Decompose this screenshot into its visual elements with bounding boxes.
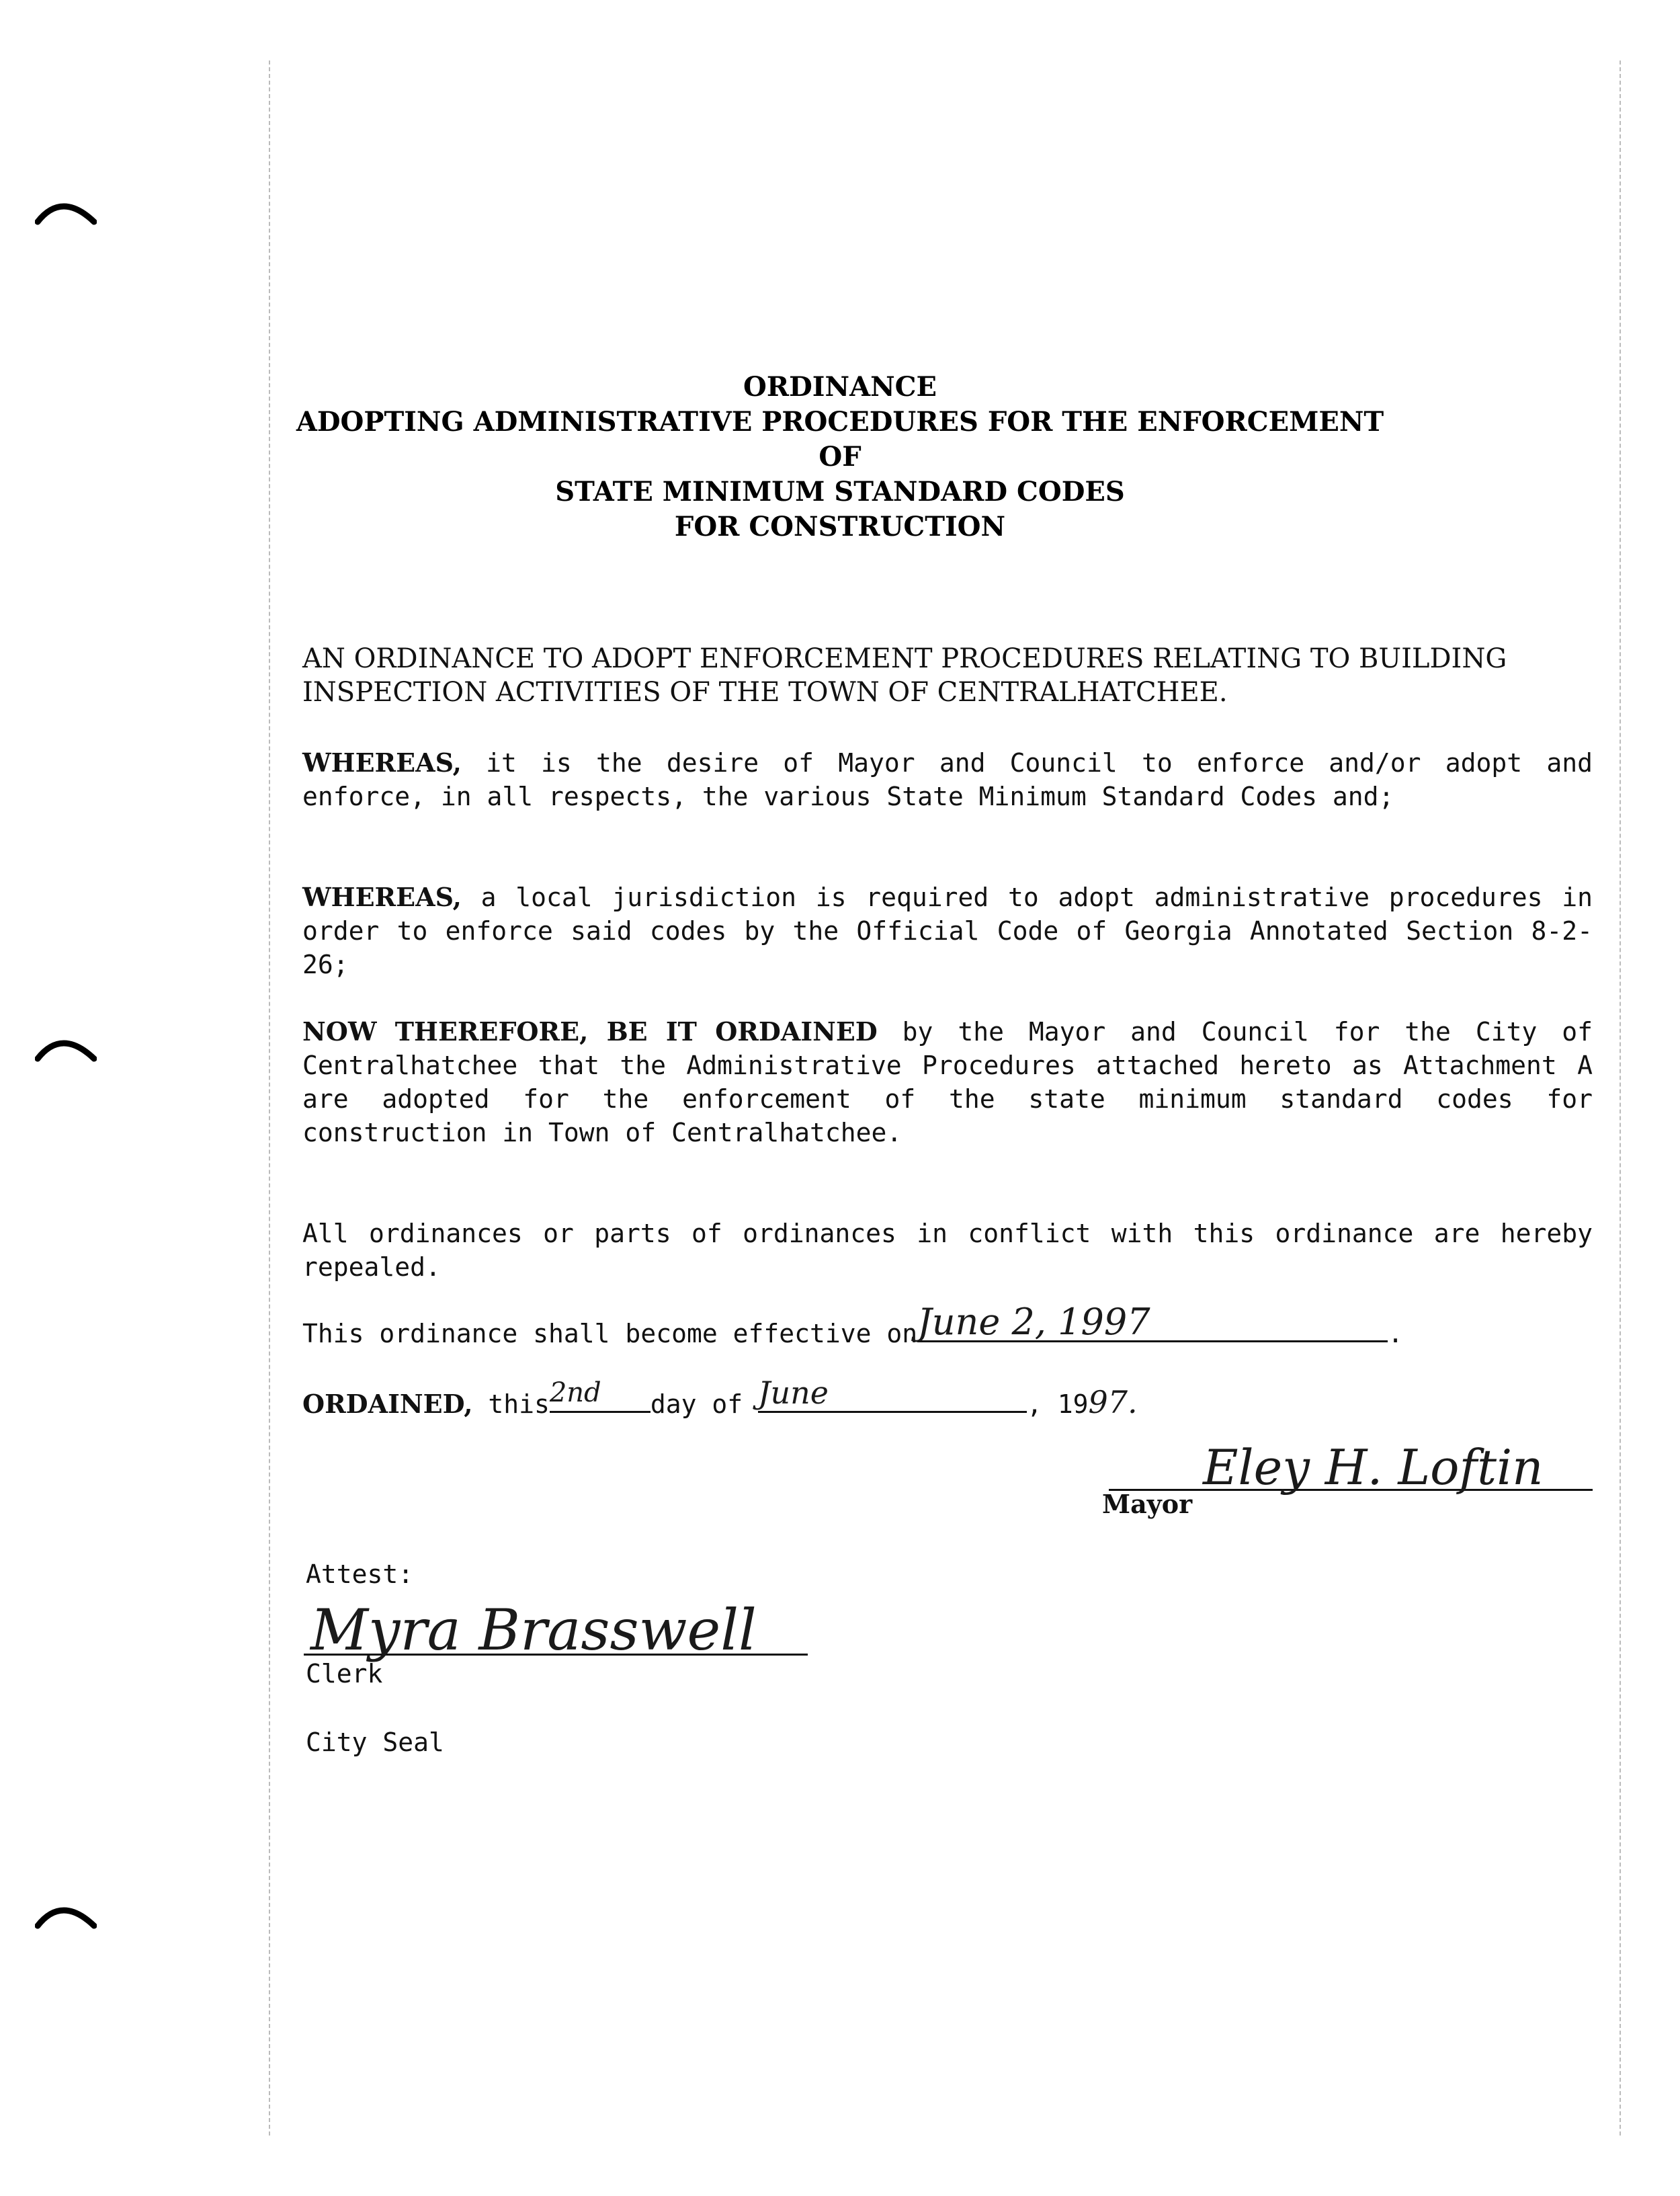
repeal-text: All ordinances or parts of ordinances in conflict with this ordinance are hereby repealed. [302, 1219, 1593, 1282]
ordained-day-field [549, 1377, 650, 1413]
clerk-label: Clerk [306, 1659, 383, 1689]
punch-hole-mark-top [35, 195, 97, 235]
mayor-label: Mayor [1102, 1489, 1193, 1519]
effective-prefix: This ordinance shall become effective on [302, 1319, 918, 1348]
whereas-text-2: a local jurisdiction is required to adopt administrative procedures in order to enforce said codes by the Official Code of Georgia Annotated Section 8-2-26; [302, 883, 1593, 979]
ordained-day-handwritten: 2nd [549, 1377, 601, 1408]
ordained-year-prefix: , 19 [1027, 1389, 1089, 1419]
now-therefore-label: NOW THEREFORE, BE IT ORDAINED [302, 1016, 878, 1047]
effective-date-line [302, 1301, 1593, 1351]
scan-edge-right [1620, 60, 1621, 2136]
title-construction: FOR CONSTRUCTION [674, 511, 1006, 542]
intro-line-2: INSPECTION ACTIVITIES OF THE TOWN OF CENTRALHATCHEE. [302, 677, 1228, 708]
whereas-paragraph-2 [302, 881, 1593, 981]
mayor-signature-line [1109, 1438, 1593, 1496]
clerk-signature: Myra Brasswell [310, 1597, 757, 1663]
ordained-clause-paragraph [302, 1015, 1593, 1149]
punch-hole-mark-bottom [35, 1899, 97, 1939]
title-of: OF [818, 441, 862, 473]
ordained-this: this [488, 1389, 550, 1419]
ordained-month-handwritten: June [758, 1375, 829, 1411]
repeal-paragraph [302, 1217, 1593, 1284]
whereas-label-2: WHEREAS, [302, 882, 462, 912]
now-therefore-text: by the Mayor and Council for the City of Centralhatchee that the Administrative Procedures attached hereto as Attachment A are adopted for the enforcement of the state minimum standard codes for construction in Town of Centralhatchee. [302, 1017, 1593, 1147]
ordained-date-line [302, 1375, 1593, 1422]
whereas-paragraph-1 [302, 746, 1593, 813]
city-seal-label: City Seal [306, 1727, 444, 1757]
whereas-text-1: it is the desire of Mayor and Council to enforce and/or adopt and enforce, in all respects, the various State Minimum Standard Codes and; [302, 748, 1593, 811]
clerk-signature-line [304, 1593, 808, 1663]
title-ordinance: ORDINANCE [743, 371, 937, 403]
ordained-label: ORDAINED, [302, 1389, 473, 1419]
ordained-day-of: day of [650, 1389, 743, 1419]
ordained-year-handwritten: 97. [1088, 1384, 1138, 1420]
attest-label: Attest: [306, 1559, 414, 1589]
intro-line-1: AN ORDINANCE TO ADOPT ENFORCEMENT PROCEDURES RELATING TO BUILDING [302, 643, 1507, 674]
whereas-label-1: WHEREAS, [302, 747, 462, 778]
effective-date-field [917, 1301, 1388, 1343]
effective-suffix: . [1388, 1319, 1404, 1348]
mayor-signature: Eley H. Loftin [1203, 1439, 1544, 1496]
effective-date-handwritten: June 2, 1997 [917, 1301, 1150, 1343]
intro-paragraph [302, 642, 1593, 709]
punch-hole-mark-middle [35, 1032, 97, 1072]
title-state-codes: STATE MINIMUM STANDARD CODES [555, 476, 1125, 507]
ordained-month-field [758, 1375, 1027, 1413]
title-adopting: ADOPTING ADMINISTRATIVE PROCEDURES FOR THE ENFORCEMENT [296, 406, 1384, 438]
